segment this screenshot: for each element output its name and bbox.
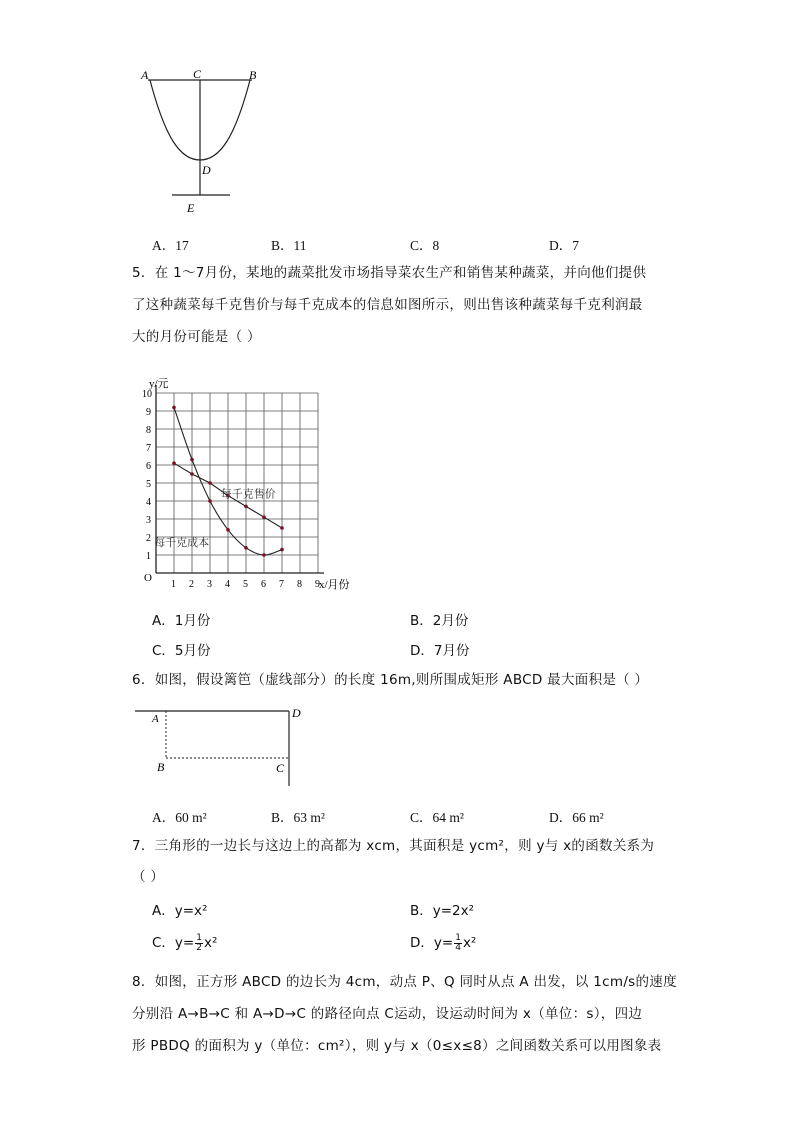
x-tick-label: 2: [189, 579, 194, 590]
q7-option-d-prefix: D．y=: [410, 935, 454, 951]
fraction-numerator: 1: [455, 932, 461, 943]
rect-label-B: B: [157, 760, 165, 774]
y-axis-label: y/元: [149, 378, 169, 390]
label-C: C: [193, 67, 202, 81]
q5-stem-line3: 大的月份可能是（ ）: [132, 329, 261, 345]
fraction-denominator: 2: [196, 942, 202, 953]
price-data-point: [262, 515, 266, 519]
y-tick-label: 4: [146, 497, 151, 508]
price-data-point: [190, 472, 194, 476]
cost-data-point: [280, 548, 284, 552]
q8-stem-line2: 分别沿 A→B→C 和 A→D→C 的路径向点 C运动，设运动时间为 x（单位：s），四边: [132, 1006, 643, 1022]
price-data-point: [172, 461, 176, 465]
y-tick-label: 3: [146, 515, 151, 526]
x-tick-label: 1: [171, 579, 176, 590]
q4-option-c[interactable]: C．8: [410, 238, 440, 253]
y-tick-label: 10: [142, 389, 152, 400]
q4-parabola-figure: [135, 62, 265, 222]
y-tick-label: 1: [146, 551, 151, 562]
y-tick-label: 7: [146, 443, 151, 454]
q6-option-b[interactable]: B．63 m²: [271, 810, 325, 825]
q7-option-b[interactable]: B．y=2x²: [410, 903, 475, 919]
origin-label: O: [144, 572, 152, 584]
q7-option-c-prefix: C．y=: [152, 935, 195, 951]
x-tick-label: 3: [207, 579, 212, 590]
x-tick-label: 7: [279, 579, 284, 590]
q5-stem-line2: 了这种蔬菜每千克售价与每千克成本的信息如图所示，则出售该种蔬菜每千克利润最: [132, 297, 643, 313]
x-tick-label: 4: [225, 579, 230, 590]
y-tick-label: 9: [146, 407, 151, 418]
q7-stem-line1: 7．三角形的一边长与这边上的高都为 xcm，其面积是 ycm²，则 y与 x的函数关系为: [132, 838, 655, 854]
cost-data-point: [208, 499, 212, 503]
q7-option-a[interactable]: A．y=x²: [152, 903, 208, 919]
q5-stem-line1: 5．在 1～7月份，某地的蔬菜批发市场指导菜农生产和销售某种蔬菜，并向他们提供: [132, 265, 647, 281]
q6-option-a[interactable]: A．60 m²: [152, 810, 207, 825]
rect-label-A: A: [152, 713, 159, 725]
y-tick-label: 8: [146, 425, 151, 436]
x-tick-label: 5: [243, 579, 248, 590]
x-tick-label: 6: [261, 579, 266, 590]
label-E: E: [187, 201, 195, 215]
fraction-numerator: 1: [196, 932, 202, 943]
label-D: D: [202, 163, 211, 177]
y-tick-label: 5: [146, 479, 151, 490]
q4-option-d[interactable]: D．7: [549, 238, 579, 253]
q4-option-b[interactable]: B．11: [271, 238, 307, 253]
q8-stem-line1: 8．如图，正方形 ABCD 的边长为 4cm，动点 P、Q 同时从点 A 出发，以 1cm/s的速度: [132, 974, 677, 990]
y-tick-label: 2: [146, 533, 151, 544]
q7-stem-line2: （ ）: [132, 869, 165, 885]
price-data-point: [244, 505, 248, 509]
price-data-point: [280, 526, 284, 530]
q6-option-d[interactable]: D．66 m²: [549, 810, 604, 825]
cost-data-point: [190, 458, 194, 462]
cost-data-point: [244, 546, 248, 550]
cost-data-point: [226, 528, 230, 532]
q7-option-c[interactable]: [152, 931, 217, 953]
q7-option-d[interactable]: [410, 931, 476, 953]
q5-option-b[interactable]: B．2月份: [410, 613, 469, 629]
q6-option-c[interactable]: C．64 m²: [410, 810, 464, 825]
cost-series-label: 每千克成本: [154, 537, 210, 549]
y-tick-label: 6: [146, 461, 151, 472]
q5-option-d[interactable]: D．7月份: [410, 643, 470, 659]
cost-data-point: [172, 406, 176, 410]
q5-option-a[interactable]: A．1月份: [152, 613, 211, 629]
q6-stem: 6．如图，假设篱笆（虚线部分）的长度 16m,则所围成矩形 ABCD 最大面积是（ ）: [132, 672, 649, 688]
fraction-denominator: 4: [455, 942, 461, 953]
label-A: A: [141, 68, 149, 82]
q7-option-c-suffix: x²: [203, 935, 218, 951]
price-data-point: [208, 481, 212, 485]
q8-stem-line3: 形 PBDQ 的面积为 y（单位：cm²），则 y与 x（0≤x≤8）之间函数关系可以用图象表: [132, 1038, 662, 1054]
x-tick-label: 9: [315, 579, 320, 590]
x-axis-label: x/月份: [319, 579, 350, 591]
price-series-label: 每千克售价: [220, 488, 276, 501]
q6-fence-figure: [130, 700, 320, 795]
fraction-one-half: [195, 934, 203, 953]
cost-data-point: [262, 553, 266, 557]
q5-price-cost-chart: [135, 362, 365, 594]
q7-option-d-suffix: x²: [462, 935, 477, 951]
label-B: B: [249, 68, 257, 82]
x-tick-label: 8: [297, 579, 302, 590]
q4-option-a[interactable]: A．17: [152, 238, 189, 253]
rect-label-C: C: [276, 761, 285, 775]
rect-label-D: D: [292, 706, 301, 720]
q5-option-c[interactable]: C．5月份: [152, 643, 211, 659]
fraction-one-quarter: [454, 934, 462, 953]
